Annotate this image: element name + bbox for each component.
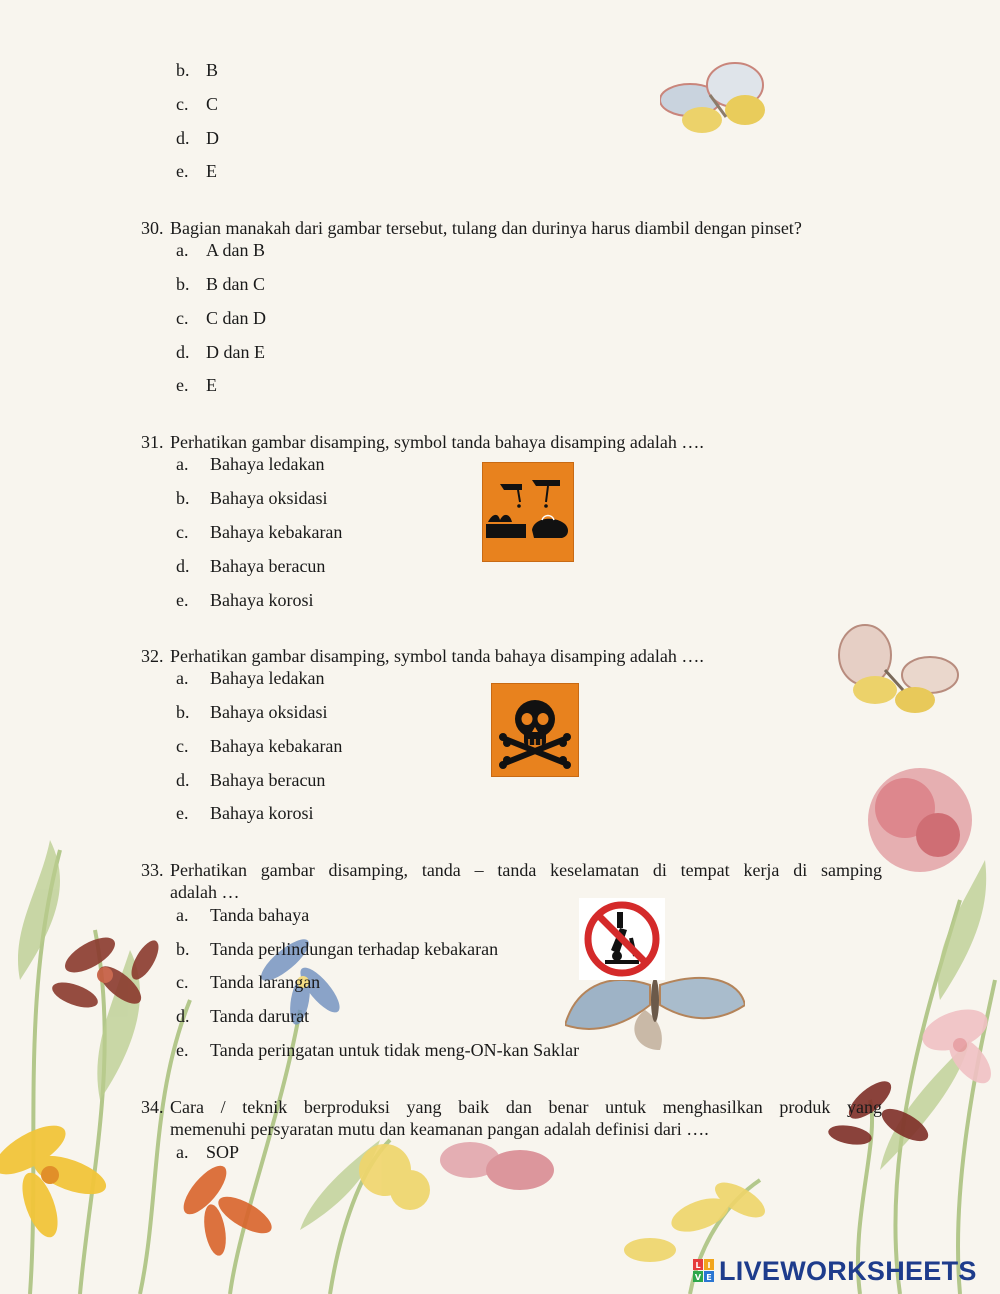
option-item[interactable]: [176, 341, 265, 363]
option-letter: e.: [176, 375, 189, 395]
option-letter: e.: [176, 161, 189, 181]
option-letter: a.: [176, 454, 189, 474]
option-letter: b.: [176, 488, 190, 508]
option-text: D: [206, 128, 219, 148]
question-31: [141, 431, 704, 453]
question-text-line-2: memenuhi persyaratan mutu dan keamanan pangan adalah definisi dari ….: [170, 1119, 709, 1139]
question-text: Perhatikan gambar disamping, symbol tanda bahaya disamping adalah ….: [170, 432, 704, 452]
option-text: Bahaya ledakan: [210, 454, 325, 474]
option-item[interactable]: [176, 938, 498, 960]
question-32: [141, 645, 704, 667]
option-item[interactable]: [176, 589, 313, 611]
option-item[interactable]: [176, 701, 327, 723]
pink-carnation-flower: [868, 768, 972, 872]
option-text: Tanda larangan: [210, 972, 321, 992]
option-item[interactable]: [176, 1039, 579, 1061]
option-letter: c.: [176, 308, 189, 328]
yellow-daffodil-flowers: [359, 1142, 770, 1262]
option-text: B dan C: [206, 274, 266, 294]
option-item[interactable]: [176, 374, 217, 396]
option-item[interactable]: [176, 453, 324, 475]
butterfly-decoration-top: [660, 55, 770, 140]
option-item[interactable]: [176, 273, 265, 295]
yellow-lily-flower: [0, 1116, 111, 1242]
question-text-line-2: adalah …: [170, 882, 240, 902]
option-text: B: [206, 60, 219, 80]
option-item[interactable]: [176, 904, 309, 926]
option-item[interactable]: [176, 239, 265, 261]
option-text: Bahaya ledakan: [210, 668, 325, 688]
option-item[interactable]: [176, 59, 218, 81]
option-item[interactable]: [176, 521, 342, 543]
option-text: Bahaya beracun: [210, 770, 326, 790]
option-text: Tanda bahaya: [210, 905, 310, 925]
option-item[interactable]: [176, 160, 217, 182]
question-text-line-1: Cara / teknik berproduksi yang baik dan benar untuk menghasilkan produk yang: [170, 1097, 882, 1117]
liveworksheets-logo[interactable]: [693, 1256, 977, 1286]
butterfly-decoration-right: [835, 620, 960, 720]
option-item[interactable]: [176, 1141, 239, 1163]
option-item[interactable]: [176, 93, 218, 115]
logo-letter: I: [707, 1261, 711, 1270]
leaves-decoration: [30, 850, 995, 1294]
question-33: [141, 859, 882, 903]
question-number: 32.: [141, 646, 164, 666]
liveworksheets-brand-name: LIVEWORKSHEETS: [719, 1255, 977, 1286]
option-item[interactable]: [176, 971, 320, 993]
question-number: 34.: [141, 1097, 164, 1117]
option-item[interactable]: [176, 802, 313, 824]
logo-letter: L: [695, 1261, 701, 1270]
option-text: D dan E: [206, 342, 265, 362]
question-30: [141, 217, 802, 239]
option-letter: d.: [176, 556, 190, 576]
option-item[interactable]: [176, 127, 219, 149]
option-text: Bahaya beracun: [210, 556, 326, 576]
option-letter: e.: [176, 803, 189, 823]
option-letter: b.: [176, 60, 190, 80]
option-text: E: [206, 375, 217, 395]
option-letter: b.: [176, 274, 190, 294]
option-item[interactable]: [176, 735, 342, 757]
option-text: Bahaya oksidasi: [210, 702, 328, 722]
question-34: [141, 1096, 882, 1140]
option-text: Tanda peringatan untuk tidak meng-ON-kan Saklar: [210, 1040, 580, 1060]
option-item[interactable]: [176, 555, 325, 577]
option-letter: c.: [176, 972, 189, 992]
question-number: 30.: [141, 218, 164, 238]
option-letter: e.: [176, 1040, 189, 1060]
toxic-skull-icon: [491, 683, 579, 777]
question-text: Perhatikan gambar disamping, symbol tanda bahaya disamping adalah ….: [170, 646, 704, 666]
option-item[interactable]: [176, 487, 327, 509]
option-letter: d.: [176, 1006, 190, 1026]
option-letter: b.: [176, 939, 190, 959]
corrosive-hazard-icon: [482, 462, 574, 562]
option-text: A dan B: [206, 240, 266, 260]
option-text: Tanda perlindungan terhadap kebakaran: [210, 939, 499, 959]
option-text: C dan D: [206, 308, 266, 328]
option-letter: c.: [176, 736, 189, 756]
no-switch-on-prohibition-icon: [579, 898, 665, 980]
option-letter: a.: [176, 240, 189, 260]
red-iris-flower: [49, 931, 164, 1013]
option-letter: a.: [176, 905, 189, 925]
option-text: C: [206, 94, 219, 114]
logo-letter: E: [706, 1273, 712, 1282]
option-item[interactable]: [176, 307, 266, 329]
logo-letter: V: [694, 1273, 702, 1282]
orange-lily-flower: [177, 1159, 277, 1257]
option-text: Bahaya korosi: [210, 803, 314, 823]
option-text: Bahaya kebakaran: [210, 522, 343, 542]
option-text: Bahaya oksidasi: [210, 488, 328, 508]
question-number: 33.: [141, 860, 164, 880]
question-number: 31.: [141, 432, 164, 452]
option-item[interactable]: [176, 769, 325, 791]
option-letter: d.: [176, 342, 190, 362]
option-item[interactable]: [176, 1005, 309, 1027]
question-text: Bagian manakah dari gambar tersebut, tulang dan durinya harus diambil dengan pinset?: [170, 218, 802, 238]
option-letter: a.: [176, 668, 189, 688]
option-letter: d.: [176, 770, 190, 790]
option-text: Bahaya korosi: [210, 590, 314, 610]
option-item[interactable]: [176, 667, 324, 689]
option-letter: e.: [176, 590, 189, 610]
option-letter: d.: [176, 128, 190, 148]
option-letter: a.: [176, 1142, 189, 1162]
option-letter: c.: [176, 522, 189, 542]
option-text: SOP: [206, 1142, 240, 1162]
question-text-line-1: Perhatikan gambar disamping, tanda – tanda keselamatan di tempat kerja di samping: [170, 860, 882, 880]
option-text: Tanda darurat: [210, 1006, 310, 1026]
liveworksheets-logo-icon: [693, 1259, 715, 1283]
option-text: Bahaya kebakaran: [210, 736, 343, 756]
option-text: E: [206, 161, 217, 181]
option-letter: c.: [176, 94, 189, 114]
option-letter: b.: [176, 702, 190, 722]
